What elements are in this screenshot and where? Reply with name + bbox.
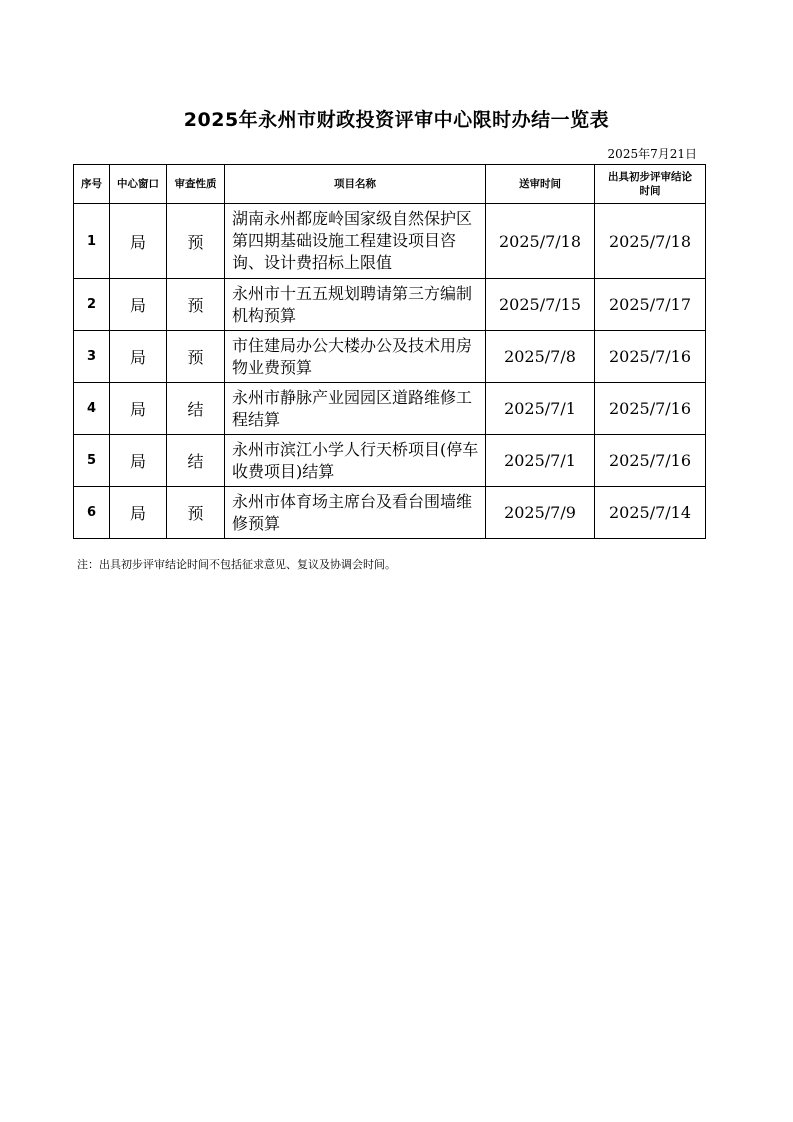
table-row — [74, 383, 706, 435]
table-header-row — [74, 165, 706, 204]
review-table — [73, 164, 706, 539]
document-date: 2025年7月21日 — [607, 147, 697, 161]
header-project-name: 项目名称 — [225, 165, 486, 204]
row-conclusion-time: 2025/7/14 — [595, 487, 706, 539]
row-submitted-time: 2025/7/9 — [486, 487, 595, 539]
row-nature: 预 — [167, 279, 225, 331]
row-window: 局 — [110, 487, 167, 539]
row-submitted-time: 2025/7/1 — [486, 383, 595, 435]
row-submitted-time: 2025/7/1 — [486, 435, 595, 487]
row-nature: 预 — [167, 487, 225, 539]
header-no: 序号 — [74, 165, 110, 204]
row-conclusion-time: 2025/7/16 — [595, 383, 706, 435]
row-nature: 结 — [167, 383, 225, 435]
header-conclusion-time: 出具初步评审结论时间 — [595, 165, 706, 204]
row-no: 3 — [74, 331, 110, 383]
table-row — [74, 279, 706, 331]
footnote: 注：出具初步评审结论时间不包括征求意见、复议及协调会时间。 — [77, 558, 396, 571]
row-conclusion-time: 2025/7/17 — [595, 279, 706, 331]
row-project-name: 永州市体育场主席台及看台围墙维修预算 — [225, 487, 486, 539]
table-row — [74, 204, 706, 279]
document-title: 2025年永州市财政投资评审中心限时办结一览表 — [183, 109, 610, 131]
row-nature: 结 — [167, 435, 225, 487]
row-conclusion-time: 2025/7/18 — [595, 204, 706, 279]
row-window: 局 — [110, 331, 167, 383]
table-row — [74, 435, 706, 487]
row-window: 局 — [110, 279, 167, 331]
row-no: 2 — [74, 279, 110, 331]
header-nature: 审查性质 — [167, 165, 225, 204]
row-conclusion-time: 2025/7/16 — [595, 331, 706, 383]
row-submitted-time: 2025/7/18 — [486, 204, 595, 279]
row-no: 4 — [74, 383, 110, 435]
row-window: 局 — [110, 435, 167, 487]
header-submitted-time: 送审时间 — [486, 165, 595, 204]
row-submitted-time: 2025/7/15 — [486, 279, 595, 331]
row-project-name: 永州市十五五规划聘请第三方编制机构预算 — [225, 279, 486, 331]
row-nature: 预 — [167, 331, 225, 383]
table-row — [74, 487, 706, 539]
row-window: 局 — [110, 204, 167, 279]
row-project-name: 湖南永州都庞岭国家级自然保护区第四期基础设施工程建设项目咨询、设计费招标上限值 — [225, 204, 486, 279]
row-conclusion-time: 2025/7/16 — [595, 435, 706, 487]
table-row — [74, 331, 706, 383]
row-no: 6 — [74, 487, 110, 539]
row-window: 局 — [110, 383, 167, 435]
row-project-name: 永州市静脉产业园园区道路维修工程结算 — [225, 383, 486, 435]
row-no: 5 — [74, 435, 110, 487]
row-no: 1 — [74, 204, 110, 279]
row-project-name: 市住建局办公大楼办公及技术用房物业费预算 — [225, 331, 486, 383]
row-nature: 预 — [167, 204, 225, 279]
header-window: 中心窗口 — [110, 165, 167, 204]
row-submitted-time: 2025/7/8 — [486, 331, 595, 383]
row-project-name: 永州市滨江小学人行天桥项目(停车收费项目)结算 — [225, 435, 486, 487]
